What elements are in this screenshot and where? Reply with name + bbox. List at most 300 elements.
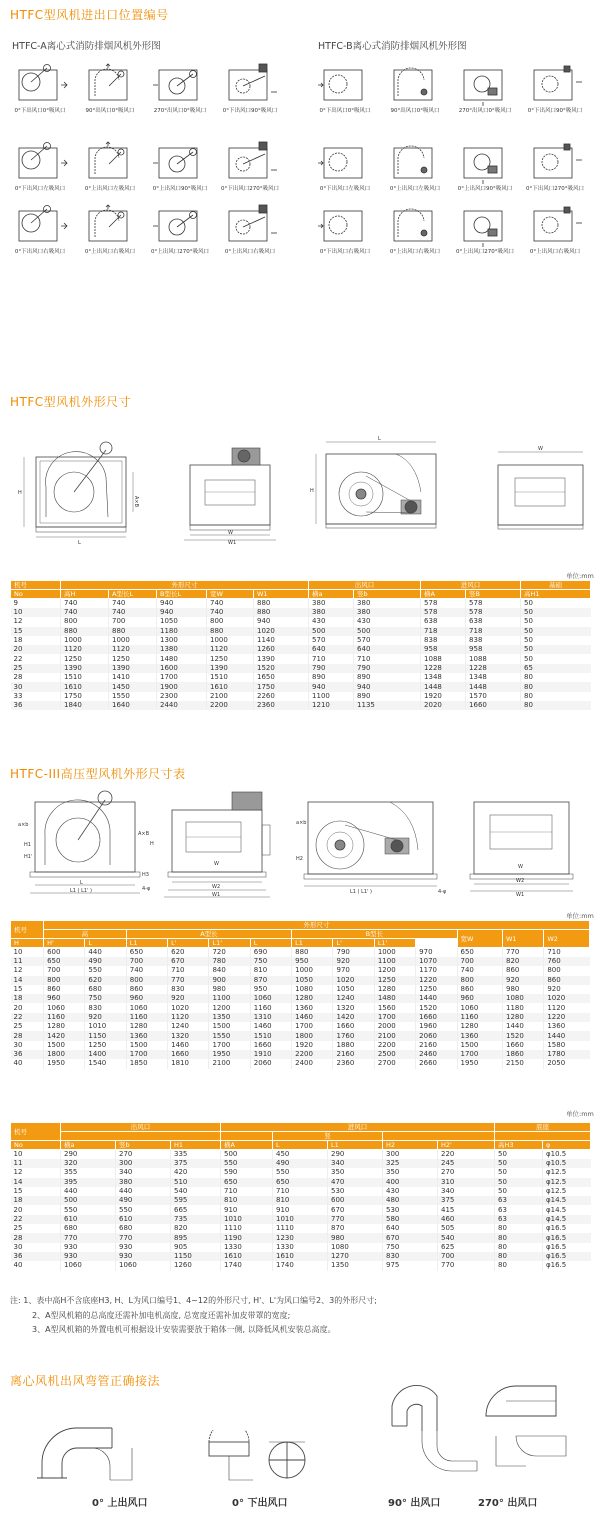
table-cell: 980 [209, 985, 250, 994]
fan-position-item [380, 62, 450, 114]
table-cell: 860 [126, 985, 167, 994]
fan-position-caption: 0°上出风口90°吸风口 [457, 186, 513, 192]
table-cell: 80 [521, 673, 591, 682]
table-cell: 50 [521, 599, 591, 609]
table-cell: 740 [109, 608, 157, 617]
table-cell: 1210 [309, 701, 354, 710]
table-cell: 625 [438, 1243, 495, 1252]
fan-position-caption: 0°上出风口左吸风口 [84, 186, 136, 192]
table-row [11, 985, 590, 994]
table-cell: 2000 [374, 1022, 415, 1031]
table-cell: 800 [544, 966, 590, 975]
fan-position-diagram [526, 140, 584, 184]
table-cell: 18 [13, 636, 23, 645]
table-cell: 340 [438, 1187, 495, 1196]
table-cell: 80 [495, 1261, 543, 1270]
table-row [11, 1233, 591, 1242]
table-cell: 1950 [44, 1059, 85, 1068]
dim-label-h3: H3 [142, 872, 149, 878]
fan-position-item [145, 62, 215, 114]
table-cell: 680 [61, 1224, 116, 1233]
table-cell: 578 [466, 608, 521, 617]
table-cell: 1080 [292, 985, 333, 994]
dimension-table-htfc [10, 580, 591, 710]
table-cell: 750 [383, 1243, 438, 1252]
table-subheader: L1 [292, 939, 333, 948]
table-cell: 1360 [457, 1031, 502, 1040]
table-cell: 1220 [544, 1013, 590, 1022]
fan-position-item [520, 140, 590, 192]
table-cell: 590 [221, 1168, 273, 1177]
table-cell: 1800 [292, 1031, 333, 1040]
table-cell: 500 [309, 627, 354, 636]
table-cell: 14 [11, 1178, 61, 1187]
fan-position-diagram [11, 140, 69, 184]
table-cell: 1120 [207, 645, 254, 654]
table-cell: 430 [383, 1187, 438, 1196]
table-cell: 1440 [503, 1022, 544, 1031]
table-cell: 1550 [109, 692, 157, 701]
fan-position-diagram [456, 203, 514, 247]
table-cell: 2200 [207, 701, 254, 710]
table-cell: 1800 [44, 1050, 85, 1059]
table-cell: 500 [61, 1196, 116, 1205]
section-title-elbows: 离心风机出风弯管正确接法 [10, 1374, 161, 1388]
fan-position-item [5, 203, 75, 255]
table-cell: 290 [61, 1150, 116, 1160]
table-cell: 670 [328, 1205, 383, 1214]
table-cell: 1250 [416, 985, 457, 994]
fan-position-diagram [386, 203, 444, 247]
table-cell: 1860 [503, 1050, 544, 1059]
table-cell: 980 [328, 1233, 383, 1242]
table-subheader: L' [333, 939, 374, 948]
fan-position-item [380, 140, 450, 192]
table-cell: 1150 [171, 1252, 221, 1261]
table-cell: 640 [309, 645, 354, 654]
table-row [11, 692, 591, 701]
fan-position-diagram [316, 62, 374, 106]
table-cell: 880 [254, 608, 309, 617]
table-cell: 830 [168, 985, 209, 994]
table-cell: 1520 [503, 1031, 544, 1040]
table-cell: 1840 [61, 701, 109, 710]
table-cell: 80 [521, 682, 591, 691]
table-cell: 838 [421, 636, 466, 645]
table-subheader: 高H3 [495, 1141, 543, 1150]
table-cell: 1750 [254, 682, 309, 691]
table-cell: 1610 [207, 682, 254, 691]
table-cell: 30 [13, 1242, 23, 1251]
table-subheader: H1 [171, 1141, 221, 1150]
table-row [11, 599, 591, 609]
dim-label-h2: H2 [296, 856, 303, 862]
table-row [11, 682, 591, 691]
table-cell: 505 [438, 1224, 495, 1233]
table-cell: 15 [11, 627, 61, 636]
table-cell: 550 [85, 966, 126, 975]
table-cell: 1000 [374, 948, 415, 958]
section-title-positions: HTFC型风机进出口位置编号 [10, 8, 169, 22]
table-subheader: A型长L [109, 590, 157, 599]
dim-label-axb-b: a×b [296, 820, 307, 826]
fan-position-item [520, 62, 590, 114]
table-cell: 740 [109, 599, 157, 609]
table-row [11, 1261, 591, 1270]
table-cell: 940 [157, 608, 207, 617]
table-row [11, 1168, 591, 1177]
table-cell: 905 [171, 1243, 221, 1252]
table-cell: 1700 [126, 1050, 167, 1059]
table-cell: 1660 [466, 701, 521, 710]
dimension-table-hp-ports [10, 1122, 591, 1271]
table-cell: 2160 [416, 1041, 457, 1050]
table-cell: 63 [495, 1196, 543, 1205]
fan-position-item [450, 140, 520, 192]
table-cell: 1460 [250, 1022, 291, 1031]
table-cell: 960 [126, 994, 167, 1003]
fan-position-item [145, 140, 215, 192]
table-cell: 380 [354, 599, 421, 609]
table-row [11, 617, 591, 626]
table-subheader: 横A [221, 1141, 273, 1150]
table-cell: φ12.5 [543, 1168, 591, 1177]
table-cell: 830 [383, 1252, 438, 1261]
table-cell: 310 [438, 1178, 495, 1187]
dim-label-w: W [228, 530, 233, 536]
table-cell: 1300 [157, 636, 207, 645]
fan-position-diagram [81, 62, 139, 106]
dimension-drawing-side-a [180, 440, 290, 545]
table-cell: 600 [328, 1196, 383, 1205]
table-cell: 375 [438, 1196, 495, 1205]
fan-position-diagram [221, 62, 279, 106]
table-cell: 2100 [209, 1059, 250, 1068]
table-subheader: L [85, 939, 126, 948]
table-cell: 1360 [292, 1003, 333, 1012]
table-cell: 450 [273, 1150, 328, 1160]
table-subheader: L1' [374, 939, 415, 948]
table-cell: 650 [221, 1178, 273, 1187]
table-cell: 870 [250, 976, 291, 985]
table-cell: 800 [44, 976, 85, 985]
table-cell: 890 [354, 692, 421, 701]
hp-drawing-side-b [466, 790, 586, 898]
table-cell: 1950 [209, 1050, 250, 1059]
table-cell: 1280 [374, 985, 415, 994]
t2-sub-width: 宽W [457, 930, 502, 948]
table-cell: 1448 [421, 682, 466, 691]
table-cell: 335 [171, 1150, 221, 1160]
table-cell: 880 [292, 948, 333, 958]
table-cell: 63 [495, 1205, 543, 1214]
table-cell: 1010 [273, 1215, 328, 1224]
table-cell: 670 [383, 1233, 438, 1242]
table-cell: 1080 [503, 994, 544, 1003]
table-cell: 2150 [503, 1059, 544, 1068]
table-cell: 12 [13, 1168, 23, 1177]
table-cell: 2300 [157, 692, 207, 701]
fan-position-diagram [316, 140, 374, 184]
fan-position-diagram [526, 62, 584, 106]
table-cell: 1500 [44, 1041, 85, 1050]
table-cell: 578 [466, 599, 521, 609]
table-row [11, 1003, 590, 1012]
table-cell: 1400 [85, 1050, 126, 1059]
table-cell: 1480 [157, 654, 207, 663]
table-cell: 355 [61, 1168, 116, 1177]
table-cell: 1460 [168, 1041, 209, 1050]
table-cell: 36 [11, 701, 61, 710]
fan-position-diagram [456, 140, 514, 184]
table-cell: 838 [466, 636, 521, 645]
dim-label-w-hp: W [214, 861, 219, 867]
dimension-table-hp-outline [10, 920, 590, 1069]
table-cell: 1700 [157, 673, 207, 682]
table-cell: 910 [273, 1205, 328, 1214]
table-cell: 245 [438, 1159, 495, 1168]
table-cell: 1060 [126, 1003, 167, 1012]
table-cell: 15 [13, 985, 23, 994]
fan-position-caption: 0°下出风口90°吸风口 [527, 108, 583, 114]
table-cell: 830 [85, 1003, 126, 1012]
table-cell: 640 [354, 645, 421, 654]
t2-sub-a-length: A型长 [126, 930, 291, 939]
htfc-b-caption: HTFC-B离心式消防排烟风机外形图 [318, 41, 467, 52]
hp-drawing-front-a [10, 790, 160, 898]
table-row [11, 1031, 590, 1040]
table-row [11, 627, 591, 636]
dim-label-h1p: H1' [24, 854, 33, 860]
dim-label-w-b: W [518, 864, 523, 870]
table-cell: 770 [328, 1215, 383, 1224]
table-cell: 1240 [333, 994, 374, 1003]
table-cell: 33 [13, 691, 23, 700]
table-subheader: 竖B [466, 590, 521, 599]
table-cell: 800 [457, 976, 502, 985]
t1-group-base: 基础 [521, 581, 591, 590]
table-cell: 1280 [126, 1022, 167, 1031]
table-cell: 920 [168, 994, 209, 1003]
table-cell: 920 [85, 1013, 126, 1022]
elbow-0-down [203, 1430, 323, 1490]
note-3: 3、A型风机箱的外置电机可根据设计安装需要放于箱体一侧, 以降低风机安装总高度。 [32, 1325, 336, 1334]
table-cell: 2400 [292, 1059, 333, 1068]
table-cell: 670 [168, 957, 209, 966]
fan-position-item [215, 203, 285, 255]
section-title-high-pressure: HTFC-III高压型风机外形尺寸表 [10, 767, 186, 781]
fan-position-caption: 0°下出风口左吸风口 [14, 186, 66, 192]
table-cell: 1280 [44, 1022, 85, 1031]
htfc-a-caption: HTFC-A离心式消防排烟风机外形图 [12, 41, 161, 52]
table-cell: 550 [221, 1159, 273, 1168]
table-subheader: L [273, 1141, 328, 1150]
table-cell: 2200 [374, 1041, 415, 1050]
dim-label-h1: H1 [24, 842, 31, 848]
table-cell: 710 [354, 654, 421, 663]
table-cell: 11 [11, 1159, 61, 1168]
table-cell: 690 [250, 948, 291, 958]
table-row [11, 1243, 591, 1252]
table-cell: 1750 [61, 692, 109, 701]
table-cell: 2050 [544, 1059, 590, 1068]
table-cell: 30 [13, 1040, 23, 1049]
table-cell: 550 [273, 1168, 328, 1177]
fan-position-item [310, 62, 380, 114]
table-cell: 1350 [209, 1013, 250, 1022]
table-cell: 810 [250, 966, 291, 975]
table-row [11, 1205, 591, 1214]
table-cell: 1000 [292, 966, 333, 975]
table-cell: 1310 [250, 1013, 291, 1022]
table-cell: 2020 [421, 701, 466, 710]
table-cell: 1280 [292, 994, 333, 1003]
table-cell: 2660 [416, 1059, 457, 1068]
fan-position-item [450, 203, 520, 255]
table-cell: 1850 [126, 1059, 167, 1068]
table-row [11, 976, 590, 985]
table-row [11, 1224, 591, 1233]
table-cell: 2100 [374, 1031, 415, 1040]
table-cell: 1200 [374, 966, 415, 975]
table-cell: 50 [521, 645, 591, 654]
table-cell: 1740 [221, 1261, 273, 1270]
table-cell: 430 [309, 617, 354, 626]
table-cell: 710 [168, 966, 209, 975]
table-cell: 930 [61, 1252, 116, 1261]
fan-position-item [75, 62, 145, 114]
table-subheader: B型长L [157, 590, 207, 599]
table-cell: 340 [116, 1168, 171, 1177]
table-cell: 840 [209, 966, 250, 975]
table-cell: 820 [171, 1224, 221, 1233]
table-cell: 1110 [221, 1224, 273, 1233]
table-cell: 1330 [273, 1243, 328, 1252]
table-cell: 375 [171, 1159, 221, 1168]
fan-position-diagram [526, 203, 584, 247]
table-cell: 1020 [168, 1003, 209, 1012]
table-cell: 1200 [209, 1003, 250, 1012]
table-cell: 1220 [416, 976, 457, 985]
table-cell: 890 [354, 673, 421, 682]
t1-group-no: 机号 [11, 581, 61, 590]
table-cell: 490 [116, 1196, 171, 1205]
table-cell: 1920 [292, 1041, 333, 1050]
table-cell: 1700 [374, 1013, 415, 1022]
fan-position-caption: 0°上出风口右吸风口 [84, 249, 136, 255]
table-cell: 1520 [254, 664, 309, 673]
table-cell: 50 [521, 627, 591, 636]
table-cell: 1570 [466, 692, 521, 701]
table-cell: 63 [495, 1215, 543, 1224]
table-cell: 770 [61, 1233, 116, 1242]
table-cell: 680 [116, 1224, 171, 1233]
dim-label-w1-b: W1 [516, 892, 525, 898]
table-subheader: W1 [254, 590, 309, 599]
table-cell: 430 [354, 617, 421, 626]
table-cell: 880 [254, 599, 309, 609]
table-cell: φ16.5 [543, 1243, 591, 1252]
table-cell: 1060 [61, 1261, 116, 1270]
table-cell: 800 [61, 617, 109, 626]
table-row [11, 1187, 591, 1196]
table-cell: φ10.5 [543, 1159, 591, 1168]
table-cell: 930 [61, 1243, 116, 1252]
fan-position-caption: 90°出风口0°吸风口 [390, 108, 440, 114]
table-cell: 1740 [273, 1261, 328, 1270]
table-cell: 1170 [416, 966, 457, 975]
table-cell: 770 [438, 1261, 495, 1270]
table-cell: 1140 [254, 636, 309, 645]
table-row [11, 636, 591, 645]
table-cell: 610 [116, 1215, 171, 1224]
table-cell: 415 [438, 1205, 495, 1214]
table-cell: 1780 [544, 1050, 590, 1059]
table-cell: 40 [13, 1261, 23, 1270]
table-cell: 1510 [207, 673, 254, 682]
table-cell: 10 [11, 608, 61, 617]
table-cell: 960 [457, 994, 502, 1003]
table-subheader: 横A [421, 590, 466, 599]
table-cell: 1190 [221, 1233, 273, 1242]
table-cell: 28 [13, 673, 23, 682]
table-cell: 750 [85, 994, 126, 1003]
dim-label-axb-small: a×b [18, 822, 29, 828]
table-cell: φ16.5 [543, 1261, 591, 1270]
dim-label-w1: W1 [228, 540, 237, 545]
table-cell: 810 [273, 1196, 328, 1205]
table-row [11, 1150, 591, 1160]
table-cell: 1120 [61, 645, 109, 654]
table-cell: 1480 [374, 994, 415, 1003]
table-cell: 440 [85, 948, 126, 958]
table-row [11, 654, 591, 663]
table-cell: φ12.5 [543, 1187, 591, 1196]
table-row [11, 1159, 591, 1168]
table-cell: 1010 [85, 1022, 126, 1031]
hp-drawing-front-b [290, 790, 450, 898]
table-cell: 1060 [44, 1003, 85, 1012]
table-cell: 680 [85, 985, 126, 994]
table-cell: 1410 [109, 673, 157, 682]
table-cell: 1100 [309, 692, 354, 701]
table-cell: 470 [328, 1178, 383, 1187]
table-cell: 50 [521, 617, 591, 626]
elbow-caption-0-down: 0° 下出风口 [232, 1498, 288, 1509]
table-cell: 880 [207, 627, 254, 636]
t3-group-no: 机号 [11, 1123, 61, 1141]
table-cell: 1050 [157, 617, 207, 626]
table-cell: 1450 [109, 682, 157, 691]
dim-label-w2-hp: W2 [212, 884, 221, 890]
table-row [11, 664, 591, 673]
table-cell: 480 [383, 1196, 438, 1205]
table-cell: 1500 [457, 1041, 502, 1050]
dim-label-w2-b: W2 [516, 878, 525, 884]
t2-group-no: 机号 [11, 921, 44, 939]
table-cell: 14 [11, 976, 44, 985]
table-cell: 25 [11, 664, 61, 673]
table-subheader: 高H1 [521, 590, 591, 599]
table-cell: φ16.5 [543, 1233, 591, 1242]
table-cell: 40 [13, 1059, 23, 1068]
table-cell: 290 [328, 1150, 383, 1160]
table-cell: 1510 [61, 673, 109, 682]
table-cell: 740 [61, 599, 109, 609]
fan-position-diagram [386, 140, 444, 184]
fan-position-caption: 270°出风口0°吸风口 [153, 108, 207, 114]
table-cell: φ14.5 [543, 1205, 591, 1214]
